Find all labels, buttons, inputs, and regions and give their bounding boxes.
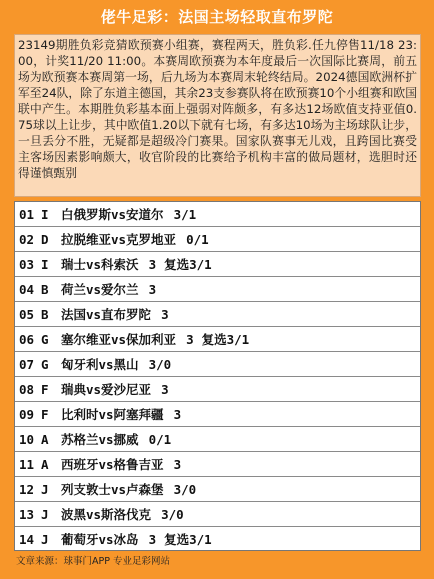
match-group: A [41, 457, 49, 472]
match-pick: 0/1 [148, 432, 172, 447]
intro-paragraph: 23149期胜负彩竞猜欧预赛小组赛，赛程两天，胜负彩.任九停售11/18 23:00，计奖11/20 11:00。本赛周欧预赛为本年度最后一次国际比赛周，前五场为欧预赛本赛周第一场，后九场为本赛周末轮终结局。2024德国欧洲杯扩军至24队，除了东道主德国，其余23支参赛队将在欧预赛10个小组赛和欧国联中产生。本期胜负彩基本面上强弱对阵颇多，有多达12场欧值支持亚值0.75球以上让步，其中欧值1.20以下就有七场，有多达10场为主场球队让步，一旦丢分不胜，无疑都是超级冷门赛果。国家队赛事无儿戏，且跨国比赛受主客场因素影响颇大，收官阶段的比赛给予机构丰富的做局题材，选胆时还得谨慎甄别 [14, 34, 421, 197]
match-number: 11 [19, 457, 35, 472]
match-teams: 比利时vs阿塞拜疆 [61, 407, 164, 422]
match-group: F [41, 407, 49, 422]
match-pick: 3 [173, 407, 182, 422]
page-title: 佬牛足彩：法国主场轻取直布罗陀 [100, 8, 334, 26]
match-row [15, 502, 420, 527]
match-number: 08 [19, 382, 35, 397]
match-teams: 苏格兰vs挪威 [61, 432, 139, 447]
match-teams: 法国vs直布罗陀 [61, 307, 152, 322]
match-row [15, 252, 420, 277]
match-row [15, 402, 420, 427]
match-teams: 列支敦士vs卢森堡 [61, 482, 164, 497]
match-teams: 塞尔维亚vs保加利亚 [61, 332, 177, 347]
match-group: B [41, 307, 49, 322]
match-pick: 3 [186, 332, 194, 347]
match-teams: 波黑vs斯洛伐克 [61, 507, 152, 522]
match-group: J [41, 507, 49, 522]
match-teams: 葡萄牙vs冰岛 [61, 532, 139, 547]
match-teams: 西班牙vs格鲁吉亚 [61, 457, 164, 472]
match-alt-pick: 复选3/1 [201, 332, 250, 347]
match-number: 09 [19, 407, 35, 422]
match-alt-pick: 复选3/1 [164, 532, 212, 547]
match-row [15, 527, 420, 552]
source-footer: 文章来源：球事门APP 专业足彩网站 [16, 556, 170, 567]
match-pick: 3 [148, 257, 157, 272]
match-teams: 荷兰vs爱尔兰 [61, 282, 139, 297]
match-list [14, 201, 421, 551]
match-pick: 3/1 [173, 207, 197, 222]
match-row [15, 277, 420, 302]
match-group: G [41, 332, 49, 347]
match-pick: 3/0 [173, 482, 197, 497]
match-group: J [41, 482, 49, 497]
match-row [15, 477, 420, 502]
match-number: 06 [19, 332, 35, 347]
match-pick: 3/0 [148, 357, 172, 372]
match-pick: 3 [148, 282, 157, 297]
match-group: A [41, 432, 49, 447]
match-teams: 拉脱维亚vs克罗地亚 [61, 232, 177, 247]
match-number: 02 [19, 232, 35, 247]
match-number: 12 [19, 482, 35, 497]
match-group: J [41, 532, 49, 547]
match-number: 01 [19, 207, 35, 222]
match-teams: 瑞士vs科索沃 [61, 257, 139, 272]
match-alt-pick: 复选3/1 [164, 257, 212, 272]
match-teams: 匈牙利vs黑山 [61, 357, 139, 372]
match-number: 05 [19, 307, 35, 322]
match-row [15, 352, 420, 377]
match-pick: 3 [173, 457, 182, 472]
match-pick: 3 [148, 532, 157, 547]
match-pick: 3 [161, 382, 169, 397]
match-row [15, 452, 420, 477]
match-row [15, 202, 420, 227]
match-row [15, 227, 420, 252]
match-group: D [41, 232, 49, 247]
match-number: 13 [19, 507, 35, 522]
match-number: 14 [19, 532, 35, 547]
match-row [15, 302, 420, 327]
match-teams: 瑞典vs爱沙尼亚 [61, 382, 152, 397]
match-number: 07 [19, 357, 35, 372]
match-pick: 0/1 [186, 232, 209, 247]
match-teams: 白俄罗斯vs安道尔 [61, 207, 164, 222]
match-pick: 3/0 [161, 507, 184, 522]
match-group: B [41, 282, 49, 297]
match-number: 04 [19, 282, 35, 297]
match-group: I [41, 257, 49, 272]
match-pick: 3 [161, 307, 169, 322]
match-row [15, 327, 420, 352]
match-row [15, 427, 420, 452]
match-group: F [41, 382, 49, 397]
match-number: 10 [19, 432, 35, 447]
match-group: G [41, 357, 49, 372]
match-group: I [41, 207, 49, 222]
match-row [15, 377, 420, 402]
match-number: 03 [19, 257, 35, 272]
